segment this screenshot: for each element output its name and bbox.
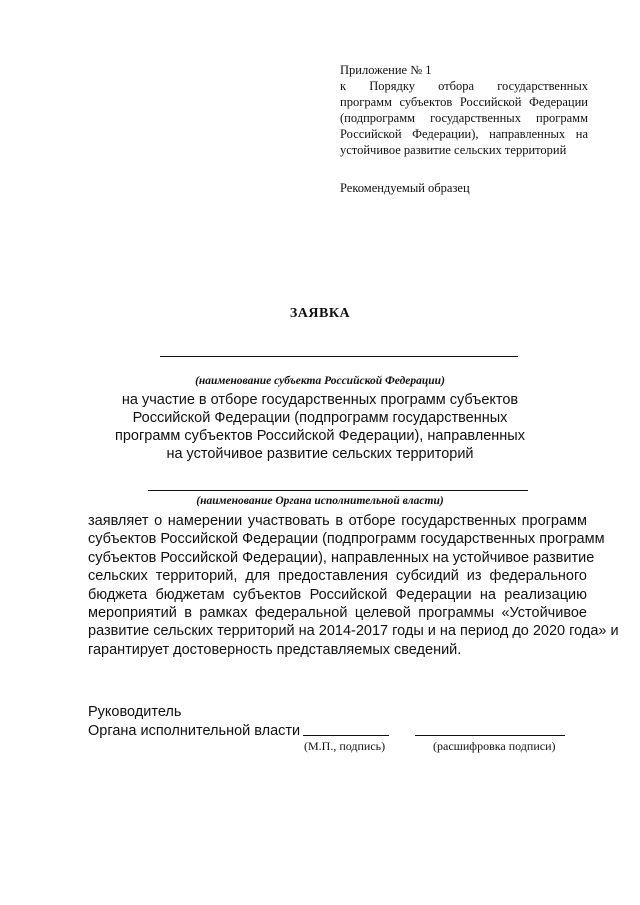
annex-line-4: Российской Федерации), направленных на	[340, 127, 588, 141]
annex-line-1: к Порядку отбора государственных	[340, 79, 588, 93]
participation-text	[0, 391, 640, 463]
signature-role-line-2: Органа исполнительной власти	[88, 723, 301, 739]
annex-title: Приложение № 1	[340, 63, 432, 77]
application-body	[88, 512, 619, 659]
body-line-6: мероприятий в рамках федеральной целевой программы «Устойчивое	[88, 605, 587, 622]
body-line-2: субъектов Российской Федерации (подпрограмм государственных программ	[88, 531, 605, 548]
authority-name-line	[148, 490, 528, 491]
signature-block	[88, 703, 300, 741]
annex-header	[340, 62, 588, 196]
stamp-signature-caption: (М.П., подпись)	[304, 739, 386, 753]
signature-decoding-caption: (расшифровка подписи)	[433, 739, 556, 753]
signature-decoding-line	[415, 735, 565, 736]
authority-name-caption: (наименование Органа исполнительной власти)	[196, 495, 444, 507]
body-line-4: сельских территорий, для предоставления субсидий из федерального	[88, 568, 587, 585]
participation-line-4: на устойчивое развитие сельских территорий	[166, 446, 474, 462]
participation-line-3: программ субъектов Российской Федерации), направленных	[115, 428, 525, 444]
participation-line-2: Российской Федерации (подпрограмм государственных	[132, 410, 508, 426]
body-line-3: субъектов Российской Федерации), направленных на устойчивое развитие	[88, 549, 595, 566]
body-line-1: заявляет о намерении участвовать в отборе государственных программ	[88, 513, 587, 529]
recommended-sample-label: Рекомендуемый образец	[340, 181, 470, 195]
annex-line-2: программ субъектов Российской Федерации	[340, 95, 588, 109]
signature-line	[303, 735, 389, 736]
body-line-5: бюджета бюджетам субъектов Российской Федерации на реализацию	[88, 586, 587, 603]
body-line-7: развитие сельских территорий на 2014-2017 годы и на период до 2020 года» и	[88, 623, 619, 640]
subject-name-line	[160, 356, 518, 357]
participation-line-1: на участие в отборе государственных программ субъектов	[121, 392, 519, 408]
signature-role-line-1: Руководитель	[88, 704, 182, 720]
body-line-8: гарантирует достоверность представляемых сведений.	[88, 641, 462, 658]
annex-line-5: устойчивое развитие сельских территорий	[340, 143, 567, 157]
subject-name-caption: (наименование субъекта Российской Федерации)	[195, 375, 445, 387]
document-title: ЗАЯВКА	[289, 306, 351, 321]
annex-line-3: (подпрограмм государственных программ	[340, 111, 588, 125]
